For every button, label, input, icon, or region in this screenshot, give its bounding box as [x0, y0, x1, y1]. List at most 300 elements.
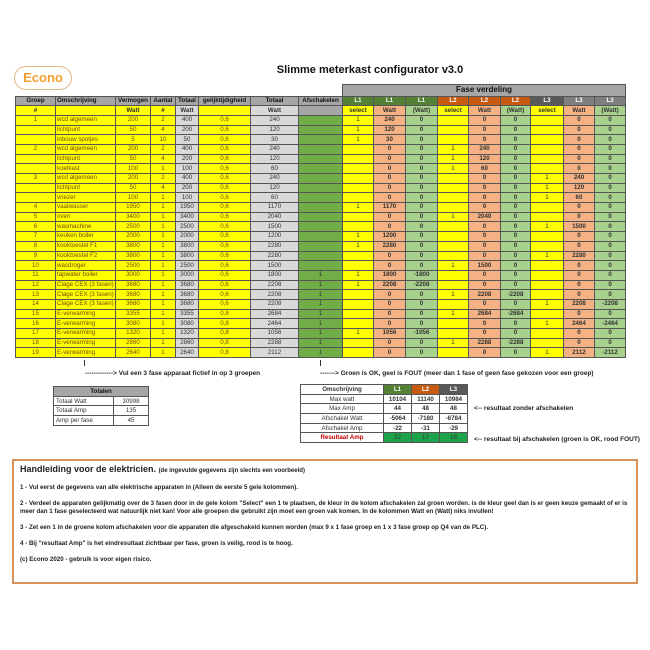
l2-select-cell[interactable]: 1	[438, 261, 469, 271]
l1-select-cell[interactable]	[343, 183, 374, 193]
afschakelen-cell[interactable]	[299, 115, 343, 125]
l3-select-cell[interactable]	[531, 338, 564, 348]
summary-header-l3: L3	[440, 385, 468, 395]
aantal-cell[interactable]: 2	[151, 144, 176, 154]
aantal-cell[interactable]: 1	[151, 348, 176, 358]
l1-select-cell[interactable]	[343, 299, 374, 309]
aantal-cell[interactable]: 1	[151, 193, 176, 203]
groep-cell[interactable]: 16	[16, 319, 56, 329]
vermogen-cell[interactable]: 100	[116, 193, 151, 203]
vermogen-cell[interactable]: 200	[116, 174, 151, 184]
manual-step: (c) Econo 2020 - gebruik is voor eigen risico.	[20, 556, 152, 563]
groep-cell[interactable]: 3	[16, 174, 56, 184]
summary-value: -22	[384, 423, 412, 433]
vermogen-cell[interactable]: 100	[116, 164, 151, 174]
l3-select-cell[interactable]	[531, 241, 564, 251]
l1-select-cell[interactable]	[343, 290, 374, 300]
afschakelen-cell[interactable]	[299, 222, 343, 232]
vermogen-cell[interactable]: 3680	[116, 290, 151, 300]
afschakelen-cell[interactable]: 1	[299, 270, 343, 280]
vermogen-cell[interactable]: 2500	[116, 222, 151, 232]
omschrijving-cell[interactable]: E-verwarming	[56, 348, 116, 358]
gelijktijdigheid-cell[interactable]: 0,6	[199, 115, 251, 125]
totaal-watt-cell: 30	[251, 135, 299, 145]
omschrijving-cell[interactable]: oven	[56, 212, 116, 222]
groep-cell[interactable]: 17	[16, 329, 56, 339]
total-label: Amp per fase	[54, 416, 114, 426]
omschrijving-cell[interactable]: E-verwarming	[56, 329, 116, 339]
l1-watt-cell: 0	[374, 212, 406, 222]
gelijktijdigheid-cell[interactable]: 0,6	[199, 270, 251, 280]
l3-watt-neg-cell: 0	[595, 290, 626, 300]
omschrijving-cell[interactable]: Clage CEX (3 fasen)	[57, 300, 114, 308]
omschrijving-cell[interactable]: koelkast	[56, 164, 116, 174]
aantal-cell[interactable]: 4	[151, 183, 176, 193]
l3-select-cell[interactable]	[531, 261, 564, 271]
aantal-cell[interactable]: 1	[151, 309, 176, 319]
afschakelen-cell[interactable]: 1	[299, 348, 343, 358]
manual-step: 1 - Vul eerst de gegevens van alle elektrische apparaten in (Alleen de eerste 5 gele kolommen).	[20, 484, 298, 491]
unit-header	[56, 106, 116, 116]
l2-watt-cell: 0	[469, 232, 501, 242]
spacer	[176, 85, 199, 97]
table-row	[16, 270, 626, 280]
l1-select-cell[interactable]	[343, 251, 374, 261]
l1-select-cell[interactable]	[343, 222, 374, 232]
l3-select-cell[interactable]: 1	[531, 183, 564, 193]
l1-watt-cell: 2280	[374, 241, 406, 251]
totaal-watt-cell: 240	[251, 174, 299, 184]
l2-select-cell[interactable]	[438, 174, 469, 184]
omschrijving-cell[interactable]: lichtpunt	[56, 183, 116, 193]
groep-cell[interactable]: 12	[16, 280, 56, 290]
gelijktijdigheid-cell[interactable]: 0,6	[199, 251, 251, 261]
afschakelen-cell[interactable]	[299, 193, 343, 203]
l1-select-cell[interactable]	[343, 348, 374, 358]
l3-watt-cell: 0	[564, 135, 595, 145]
l1-watt-cell: 1200	[374, 232, 406, 242]
l3-select-cell[interactable]: 1	[531, 174, 564, 184]
l2-select-cell[interactable]	[438, 203, 469, 213]
l1-select-cell[interactable]	[343, 319, 374, 329]
l1-select-cell[interactable]	[343, 144, 374, 154]
l3-watt-cell: 2208	[564, 299, 595, 309]
omschrijving-cell[interactable]: vriezer	[56, 193, 116, 203]
l2-select-cell[interactable]	[438, 125, 469, 135]
l2-watt-neg-cell: 0	[501, 319, 531, 329]
omschrijving-cell[interactable]: wasmachine	[56, 222, 116, 232]
l1-watt-cell: 0	[374, 222, 406, 232]
gelijktijdigheid-cell[interactable]: 0,6	[199, 212, 251, 222]
afschakelen-cell[interactable]	[299, 135, 343, 145]
table-row	[16, 115, 626, 125]
afschakelen-cell[interactable]	[299, 251, 343, 261]
omschrijving-cell[interactable]: lichtpunt	[56, 125, 116, 135]
omschrijving-cell[interactable]: E-verwarming	[56, 309, 116, 319]
totaal-watt-cell: 2464	[251, 319, 299, 329]
groep-cell[interactable]: 8	[16, 241, 56, 251]
l1-select-cell[interactable]: 1	[343, 115, 374, 125]
l1-select-cell[interactable]	[343, 338, 374, 348]
econo-logo: Econo	[14, 66, 72, 90]
l1-select-cell[interactable]: 1	[343, 232, 374, 242]
vermogen-cell[interactable]: 3355	[116, 309, 151, 319]
groep-cell[interactable]	[16, 183, 56, 193]
l2-select-cell[interactable]: 1	[438, 144, 469, 154]
l2-select-cell[interactable]	[438, 299, 469, 309]
spacer	[251, 85, 299, 97]
unit-header: Watt	[116, 106, 151, 116]
groep-cell[interactable]: 9	[16, 251, 56, 261]
gelijktijdigheid-cell[interactable]: 0,6	[199, 164, 251, 174]
l2-select-cell[interactable]: 1	[438, 338, 469, 348]
groep-cell[interactable]: 10	[16, 261, 56, 271]
aantal-cell[interactable]: 1	[151, 280, 176, 290]
l1-select-cell[interactable]	[343, 164, 374, 174]
l2-select-cell[interactable]	[438, 280, 469, 290]
l1-watt-neg-cell: 0	[406, 299, 438, 309]
gelijktijdigheid-cell[interactable]: 0,6	[199, 193, 251, 203]
l1-watt-cell: 0	[374, 144, 406, 154]
afschakelen-cell[interactable]	[299, 212, 343, 222]
l1-select-cell[interactable]: 1	[343, 125, 374, 135]
column-header: L3	[564, 96, 595, 106]
l2-watt-neg-cell: 0	[501, 193, 531, 203]
l3-select-cell[interactable]	[531, 290, 564, 300]
l3-select-cell[interactable]	[531, 115, 564, 125]
l1-watt-cell: 1056	[374, 329, 406, 339]
table-row	[16, 193, 626, 203]
vermogen-cell[interactable]: 3680	[116, 280, 151, 290]
l2-select-cell[interactable]	[438, 329, 469, 339]
omschrijving-cell[interactable]: lichtpunt	[56, 154, 116, 164]
afschakelen-cell[interactable]	[299, 232, 343, 242]
l2-select-cell[interactable]	[438, 222, 469, 232]
l2-select-cell[interactable]	[438, 319, 469, 329]
l2-select-cell[interactable]	[438, 193, 469, 203]
l2-select-cell[interactable]: 1	[438, 164, 469, 174]
groep-cell[interactable]	[16, 154, 56, 164]
l3-watt-neg-cell: 0	[595, 164, 626, 174]
summary-value: 10984	[440, 394, 468, 404]
gelijktijdigheid-cell[interactable]: 0,8	[199, 338, 251, 348]
l3-watt-neg-cell: 0	[595, 183, 626, 193]
gelijktijdigheid-cell[interactable]: 0,8	[199, 319, 251, 329]
vermogen-cell[interactable]: 3000	[116, 270, 151, 280]
l1-select-cell[interactable]	[343, 309, 374, 319]
groep-cell[interactable]: 15	[16, 309, 56, 319]
l3-select-cell[interactable]	[531, 154, 564, 164]
omschrijving-cell[interactable]: wasdroger	[56, 261, 116, 271]
summary-value: -31	[412, 423, 440, 433]
aantal-cell[interactable]: 1	[151, 164, 176, 174]
totaal-watt-cell: 1200	[251, 232, 299, 242]
vermogen-cell[interactable]: 200	[116, 144, 151, 154]
gelijktijdigheid-cell[interactable]: 0,6	[199, 144, 251, 154]
aantal-cell[interactable]: 1	[151, 251, 176, 261]
groep-cell[interactable]: 11	[16, 270, 56, 280]
l3-select-cell[interactable]: 1	[531, 299, 564, 309]
vermogen-cell[interactable]: 3800	[116, 241, 151, 251]
groep-cell[interactable]: 5	[16, 212, 56, 222]
l1-watt-neg-cell: 0	[406, 222, 438, 232]
l1-select-cell[interactable]	[343, 193, 374, 203]
l2-select-cell[interactable]	[438, 135, 469, 145]
l3-watt-neg-cell: 0	[595, 270, 626, 280]
l3-select-cell[interactable]: 1	[531, 251, 564, 261]
aantal-cell[interactable]: 10	[151, 135, 176, 145]
l1-watt-cell: 0	[374, 348, 406, 358]
aantal-cell[interactable]: 4	[151, 154, 176, 164]
vermogen-cell[interactable]: 2860	[116, 338, 151, 348]
omschrijving-cell[interactable]: Clage CEX (3 fasen)	[57, 290, 114, 298]
l3-select-cell[interactable]	[531, 280, 564, 290]
omschrijving-cell[interactable]: wcd algemeen	[56, 115, 116, 125]
l2-watt-cell: 0	[469, 115, 501, 125]
l3-select-cell[interactable]	[531, 203, 564, 213]
groep-cell[interactable]: 2	[16, 144, 56, 154]
gelijktijdigheid-cell[interactable]: 0,6	[199, 174, 251, 184]
l3-select-cell[interactable]	[531, 309, 564, 319]
totaal-watt-cell: 1056	[251, 329, 299, 339]
l3-select-cell[interactable]	[531, 232, 564, 242]
gelijktijdigheid-cell[interactable]: 0,8	[199, 309, 251, 319]
groep-cell[interactable]: 1	[16, 115, 56, 125]
result-amp-label: Resultaat Amp	[301, 433, 384, 443]
afschakelen-cell[interactable]	[299, 154, 343, 164]
aantal-cell[interactable]: 1	[151, 203, 176, 213]
vermogen-cell[interactable]: 3680	[116, 299, 151, 309]
afschakelen-cell[interactable]	[299, 125, 343, 135]
l2-select-cell[interactable]	[438, 251, 469, 261]
groep-cell[interactable]	[16, 164, 56, 174]
totaal-cell: 3080	[176, 319, 199, 329]
groep-cell[interactable]: 18	[16, 338, 56, 348]
afschakelen-cell[interactable]: 1	[299, 290, 343, 300]
l3-select-cell[interactable]: 1	[531, 193, 564, 203]
gelijktijdigheid-cell[interactable]: 0,6	[199, 135, 251, 145]
l2-watt-cell: 0	[469, 125, 501, 135]
omschrijving-cell[interactable]: E-verwarming	[56, 319, 116, 329]
omschrijving-cell[interactable]: tapwater boiler	[56, 270, 116, 280]
aantal-cell[interactable]: 1	[151, 222, 176, 232]
l1-select-cell[interactable]: 1	[343, 329, 374, 339]
omschrijving-cell[interactable]: E-verwarming	[56, 338, 116, 348]
groep-cell[interactable]	[16, 135, 56, 145]
l3-watt-cell: 0	[564, 309, 595, 319]
omschrijving-cell[interactable]: wcd algemeen	[56, 174, 116, 184]
afschakelen-cell[interactable]: 1	[299, 299, 343, 309]
vermogen-cell[interactable]: 1320	[116, 329, 151, 339]
gelijktijdigheid-cell[interactable]: 0,6	[199, 183, 251, 193]
vermogen-cell[interactable]: 50	[116, 183, 151, 193]
omschrijving-cell[interactable]: vaatwasser	[56, 203, 116, 213]
l3-select-cell[interactable]: 1	[531, 222, 564, 232]
aantal-cell[interactable]: 1	[151, 319, 176, 329]
aantal-cell[interactable]: 4	[151, 125, 176, 135]
gelijktijdigheid-cell[interactable]: 0,6	[199, 222, 251, 232]
l3-select-cell[interactable]	[531, 164, 564, 174]
l3-watt-neg-cell: -2112	[595, 348, 626, 358]
afschakelen-cell[interactable]	[299, 261, 343, 271]
l2-watt-cell: 0	[469, 193, 501, 203]
gelijktijdigheid-cell[interactable]: 0,8	[199, 329, 251, 339]
l1-watt-neg-cell: 0	[406, 232, 438, 242]
total-value: 30998	[114, 396, 149, 406]
vermogen-cell[interactable]: 5	[116, 135, 151, 145]
l3-select-cell[interactable]	[531, 125, 564, 135]
afschakelen-cell[interactable]	[299, 144, 343, 154]
gelijktijdigheid-cell[interactable]: 0,6	[199, 154, 251, 164]
gelijktijdigheid-cell[interactable]: 0,6	[199, 290, 251, 300]
vermogen-cell[interactable]: 1950	[116, 203, 151, 213]
l1-select-cell[interactable]	[343, 212, 374, 222]
marker	[320, 360, 321, 366]
l1-select-cell[interactable]	[343, 174, 374, 184]
afschakelen-cell[interactable]	[299, 241, 343, 251]
l2-select-cell[interactable]: 1	[438, 309, 469, 319]
l3-select-cell[interactable]	[531, 329, 564, 339]
groep-cell[interactable]: 14	[16, 299, 56, 309]
l1-select-cell[interactable]: 1	[343, 203, 374, 213]
l3-watt-cell: 0	[564, 241, 595, 251]
afschakelen-cell[interactable]: 1	[299, 280, 343, 290]
l2-watt-neg-cell: 0	[501, 203, 531, 213]
l3-select-cell[interactable]	[531, 144, 564, 154]
omschrijving-cell[interactable]: inbouw spotjes	[56, 135, 116, 145]
l3-select-cell[interactable]: 1	[531, 319, 564, 329]
vermogen-cell[interactable]: 2640	[116, 348, 151, 358]
l1-select-cell[interactable]: 1	[343, 241, 374, 251]
aantal-cell[interactable]: 2	[151, 174, 176, 184]
l3-select-cell[interactable]: 1	[531, 348, 564, 358]
aantal-cell[interactable]: 1	[151, 232, 176, 242]
l3-select-cell[interactable]	[531, 135, 564, 145]
groep-cell[interactable]: 6	[16, 222, 56, 232]
vermogen-cell[interactable]: 50	[116, 154, 151, 164]
l1-watt-cell: 1800	[374, 270, 406, 280]
aantal-cell[interactable]: 1	[151, 261, 176, 271]
l2-watt-cell: 2040	[469, 212, 501, 222]
aantal-cell[interactable]: 1	[151, 212, 176, 222]
l1-select-cell[interactable]: 1	[343, 135, 374, 145]
l1-select-cell[interactable]: 1	[343, 280, 374, 290]
aantal-cell[interactable]: 1	[151, 338, 176, 348]
l2-select-cell[interactable]: 1	[438, 212, 469, 222]
omschrijving-cell[interactable]: Clage CEX (3 fasen)	[57, 280, 114, 288]
l2-watt-neg-cell: 0	[501, 299, 531, 309]
gelijktijdigheid-cell[interactable]: 0,8	[199, 348, 251, 358]
totaal-watt-cell: 2280	[251, 241, 299, 251]
gelijktijdigheid-cell[interactable]: 0,6	[199, 280, 251, 290]
totaal-watt-cell: 1800	[251, 270, 299, 280]
l2-watt-neg-cell: -2288	[501, 338, 531, 348]
totaal-watt-cell: 120	[251, 125, 299, 135]
column-header: Groep	[16, 96, 56, 106]
groep-cell[interactable]: 4	[16, 203, 56, 213]
gelijktijdigheid-cell[interactable]: 0,6	[199, 203, 251, 213]
gelijktijdigheid-cell[interactable]: 0,6	[199, 232, 251, 242]
vermogen-cell[interactable]: 200	[116, 115, 151, 125]
gelijktijdigheid-cell[interactable]: 0,6	[199, 261, 251, 271]
omschrijving-cell[interactable]: wcd algemeen	[56, 144, 116, 154]
omschrijving-cell[interactable]: kooktoestel F2	[56, 251, 116, 261]
groep-cell[interactable]: 7	[16, 232, 56, 242]
omschrijving-cell[interactable]: keuken boiler	[56, 232, 116, 242]
totaal-watt-cell: 120	[251, 183, 299, 193]
afschakelen-cell[interactable]: 1	[299, 309, 343, 319]
gelijktijdigheid-cell[interactable]: 0,6	[199, 299, 251, 309]
groep-cell[interactable]: 13	[16, 290, 56, 300]
l2-select-cell[interactable]: 1	[438, 154, 469, 164]
afschakelen-cell[interactable]: 1	[299, 329, 343, 339]
l2-select-cell[interactable]	[438, 115, 469, 125]
l3-watt-neg-cell: 0	[595, 280, 626, 290]
aantal-cell[interactable]: 1	[151, 241, 176, 251]
afschakelen-cell[interactable]	[299, 183, 343, 193]
groep-cell[interactable]	[16, 193, 56, 203]
afschakelen-cell[interactable]	[299, 203, 343, 213]
l1-select-cell[interactable]	[343, 154, 374, 164]
aantal-cell[interactable]: 1	[151, 329, 176, 339]
column-header: Aantal	[151, 96, 176, 106]
l2-select-cell[interactable]	[438, 241, 469, 251]
aantal-cell[interactable]: 2	[151, 115, 176, 125]
l2-watt-cell: 0	[469, 280, 501, 290]
l1-select-cell[interactable]: 1	[343, 270, 374, 280]
groep-cell[interactable]: 19	[16, 348, 56, 358]
table-row	[16, 135, 626, 145]
afschakelen-cell[interactable]: 1	[299, 338, 343, 348]
gelijktijdigheid-cell[interactable]: 0,6	[199, 241, 251, 251]
aantal-cell[interactable]: 1	[151, 270, 176, 280]
l2-select-cell[interactable]: 1	[438, 290, 469, 300]
l2-select-cell[interactable]	[438, 232, 469, 242]
l1-select-cell[interactable]	[343, 261, 374, 271]
omschrijving-cell[interactable]: kooktoestel F1	[56, 241, 116, 251]
total-value: 135	[114, 406, 149, 416]
afschakelen-cell[interactable]	[299, 164, 343, 174]
l2-watt-cell: 2208	[469, 290, 501, 300]
gelijktijdigheid-cell[interactable]: 0,6	[199, 125, 251, 135]
table-row	[16, 280, 626, 290]
l3-select-cell[interactable]	[531, 212, 564, 222]
l2-watt-neg-cell: 0	[501, 154, 531, 164]
afschakelen-cell[interactable]: 1	[299, 319, 343, 329]
l3-watt-cell: 0	[564, 125, 595, 135]
l1-watt-neg-cell: 0	[406, 154, 438, 164]
vermogen-cell[interactable]: 2500	[116, 261, 151, 271]
vermogen-cell[interactable]: 3800	[116, 251, 151, 261]
l2-watt-cell: 0	[469, 222, 501, 232]
l2-select-cell[interactable]	[438, 183, 469, 193]
vermogen-cell[interactable]: 2000	[116, 232, 151, 242]
l2-select-cell[interactable]	[438, 348, 469, 358]
vermogen-cell[interactable]: 3080	[116, 319, 151, 329]
l2-select-cell[interactable]	[438, 270, 469, 280]
aantal-cell[interactable]: 1	[151, 290, 176, 300]
vermogen-cell[interactable]: 50	[116, 125, 151, 135]
afschakelen-cell[interactable]	[299, 174, 343, 184]
groep-cell[interactable]	[16, 125, 56, 135]
l3-select-cell[interactable]	[531, 270, 564, 280]
l3-watt-neg-cell: 0	[595, 203, 626, 213]
l1-watt-cell: 0	[374, 183, 406, 193]
column-header: L1	[374, 96, 406, 106]
aantal-cell[interactable]: 1	[151, 299, 176, 309]
totaal-cell: 3680	[176, 299, 199, 309]
vermogen-cell[interactable]: 3400	[116, 212, 151, 222]
